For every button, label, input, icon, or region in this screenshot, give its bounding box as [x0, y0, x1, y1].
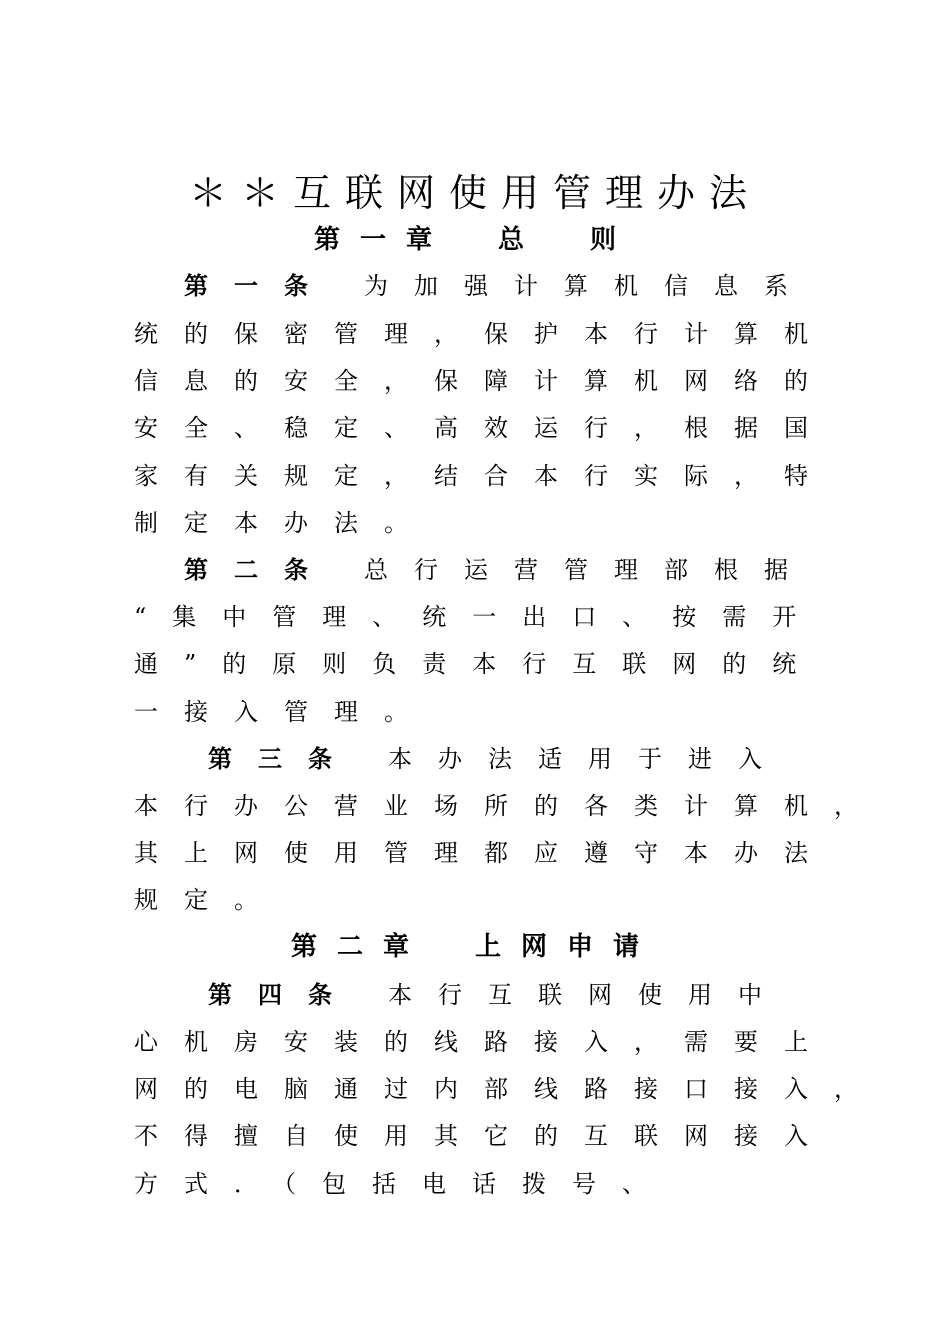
article-1-line: 家有关规定，结合本行实际，特 — [134, 462, 834, 490]
article-4-line: 不得擅自使用其它的互联网接入 — [134, 1122, 834, 1150]
article-2-first-line — [184, 552, 904, 588]
article-1-heading: 第一条 — [184, 271, 334, 300]
article-3-line: 其上网使用管理都应遵守本办法 — [134, 839, 834, 867]
article-4-line: 方式．（包括电话拨号、 — [134, 1170, 672, 1198]
article-3-text: 本办法适用于进入 — [388, 745, 788, 773]
article-4-first-line — [208, 977, 928, 1013]
chapter-heading-1: 第一章 总 则 — [313, 225, 636, 255]
chapter-heading-2: 第二章 上网申请 — [290, 932, 659, 962]
article-3-line: 本行办公营业场所的各类计算机， — [134, 792, 884, 820]
article-2-text: 总行运营管理部根据 — [364, 556, 814, 584]
article-3-line: 规定。 — [134, 886, 284, 914]
article-2-line: 通”的原则负责本行互联网的统 — [134, 650, 823, 678]
article-1-line: 安全、稳定、高效运行，根据国 — [134, 414, 834, 442]
article-1-line: 信息的安全，保障计算机网络的 — [134, 367, 834, 395]
article-2-heading: 第二条 — [184, 555, 334, 584]
article-4-line: 网的电脑通过内部线路接口接入， — [134, 1075, 884, 1103]
article-3-first-line — [208, 741, 928, 777]
article-1-first-line — [184, 268, 904, 304]
article-1-line: 统的保密管理，保护本行计算机 — [134, 320, 834, 348]
article-4-text: 本行互联网使用中 — [388, 981, 788, 1009]
article-4-heading: 第四条 — [208, 980, 358, 1009]
article-2-line: 一接入管理。 — [134, 698, 434, 726]
article-2-line: “集中管理、统一出口、按需开 — [134, 603, 823, 631]
article-1-line: 制定本办法。 — [134, 509, 434, 537]
document-title: ＊＊互联网使用管理办法 — [188, 171, 761, 215]
article-1-text: 为加强计算机信息系 — [364, 272, 814, 300]
article-4-line: 心机房安装的线路接入，需要上 — [134, 1028, 834, 1056]
article-3-heading: 第三条 — [208, 744, 358, 773]
